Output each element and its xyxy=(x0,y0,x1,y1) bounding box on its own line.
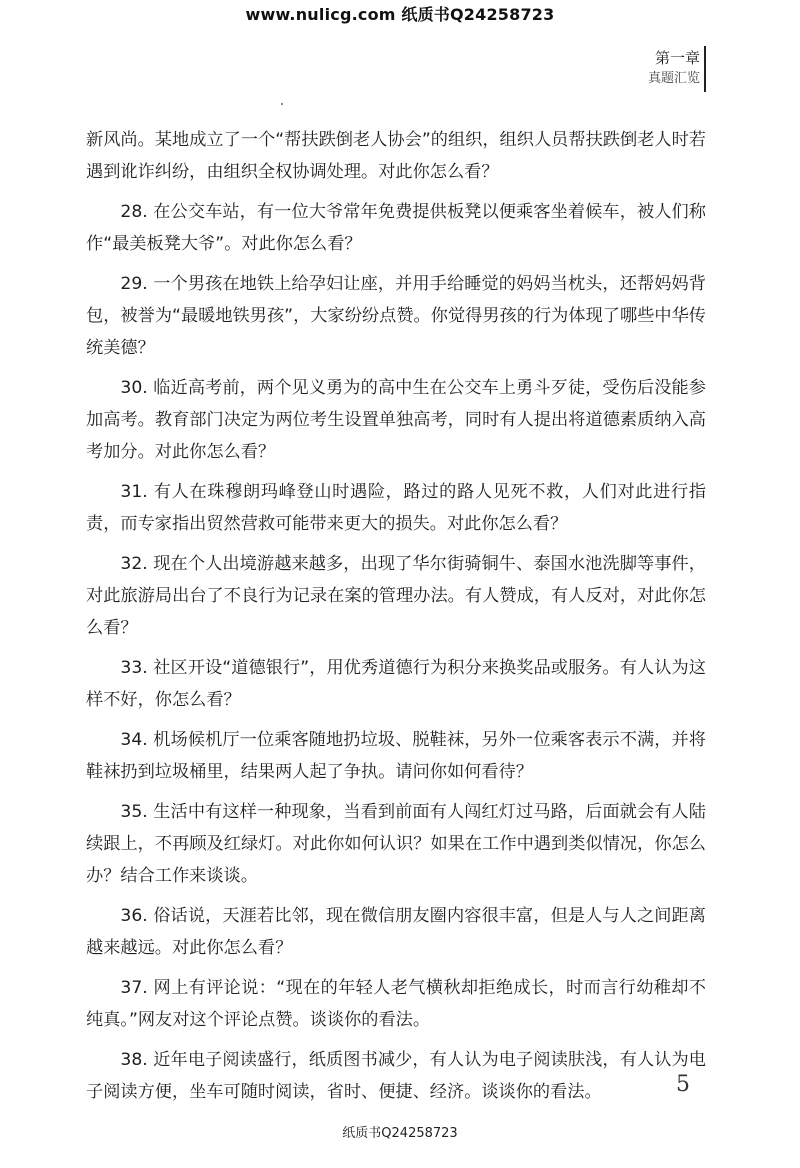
running-head-rule xyxy=(704,46,706,92)
question-37: 37. 网上有评论说：“现在的年轻人老气横秋却拒绝成长，时而言行幼稚却不纯真。”网友对这个评论点赞。谈谈你的看法。 xyxy=(86,978,706,1030)
question-32: 32. 现在个人出境游越来越多，出现了华尔街骑铜牛、泰国水池洗脚等事件，对此旅游局出台了不良行为记录在案的管理办法。有人赞成，有人反对，对此你怎么看？ xyxy=(86,554,706,638)
running-head xyxy=(648,48,700,90)
question-33: 33. 社区开设“道德银行”，用优秀道德行为积分来换奖品或服务。有人认为这样不好，你怎么看？ xyxy=(86,658,706,710)
scan-speck xyxy=(281,103,283,105)
question-28: 28. 在公交车站，有一位大爷常年免费提供板凳以便乘客坐着候车，被人们称作“最美板凳大爷”。对此你怎么看？ xyxy=(86,202,706,254)
page-number: 5 xyxy=(676,1072,690,1097)
question-38: 38. 近年电子阅读盛行，纸质图书减少，有人认为电子阅读肤浅，有人认为电子阅读方便，坐车可随时阅读，省时、便捷、经济。谈谈你的看法。 xyxy=(86,1050,706,1102)
question-29: 29. 一个男孩在地铁上给孕妇让座，并用手给睡觉的妈妈当枕头，还帮妈妈背包，被誉为“最暖地铁男孩”，大家纷纷点赞。你觉得男孩的行为体现了哪些中华传统美德？ xyxy=(86,274,706,358)
paragraph: 新风尚。某地成立了一个“帮扶跌倒老人协会”的组织，组织人员帮扶跌倒老人时若遇到讹诈纠纷，由组织全权协调处理。对此你怎么看？ xyxy=(86,130,706,182)
question-30: 30. 临近高考前，两个见义勇为的高中生在公交车上勇斗歹徒，受伤后没能参加高考。教育部门决定为两位考生设置单独高考，同时有人提出将道德素质纳入高考加分。对此你怎么看？ xyxy=(86,378,706,462)
top-banner: www.nulicg.com 纸质书Q24258723 xyxy=(245,5,555,24)
question-36: 36. 俗话说，天涯若比邻，现在微信朋友圈内容很丰富，但是人与人之间距离越来越远。对此你怎么看？ xyxy=(86,906,706,958)
question-35: 35. 生活中有这样一种现象，当看到前面有人闯红灯过马路，后面就会有人陆续跟上，不再顾及红绿灯。对此你如何认识？如果在工作中遇到类似情况，你怎么办？结合工作来谈谈。 xyxy=(86,802,706,886)
footer-text: 纸质书Q24258723 xyxy=(342,1126,458,1141)
question-31: 31. 有人在珠穆朗玛峰登山时遇险，路过的路人见死不救，人们对此进行指责，而专家指出贸然营救可能带来更大的损失。对此你怎么看？ xyxy=(86,482,706,534)
section-title: 真题汇览 xyxy=(647,71,700,86)
body-text xyxy=(86,124,706,1116)
question-34: 34. 机场候机厅一位乘客随地扔垃圾、脱鞋袜，另外一位乘客表示不满，并将鞋袜扔到垃圾桶里，结果两人起了争执。请问你如何看待？ xyxy=(86,730,706,782)
chapter-title: 第一章 xyxy=(654,49,700,67)
